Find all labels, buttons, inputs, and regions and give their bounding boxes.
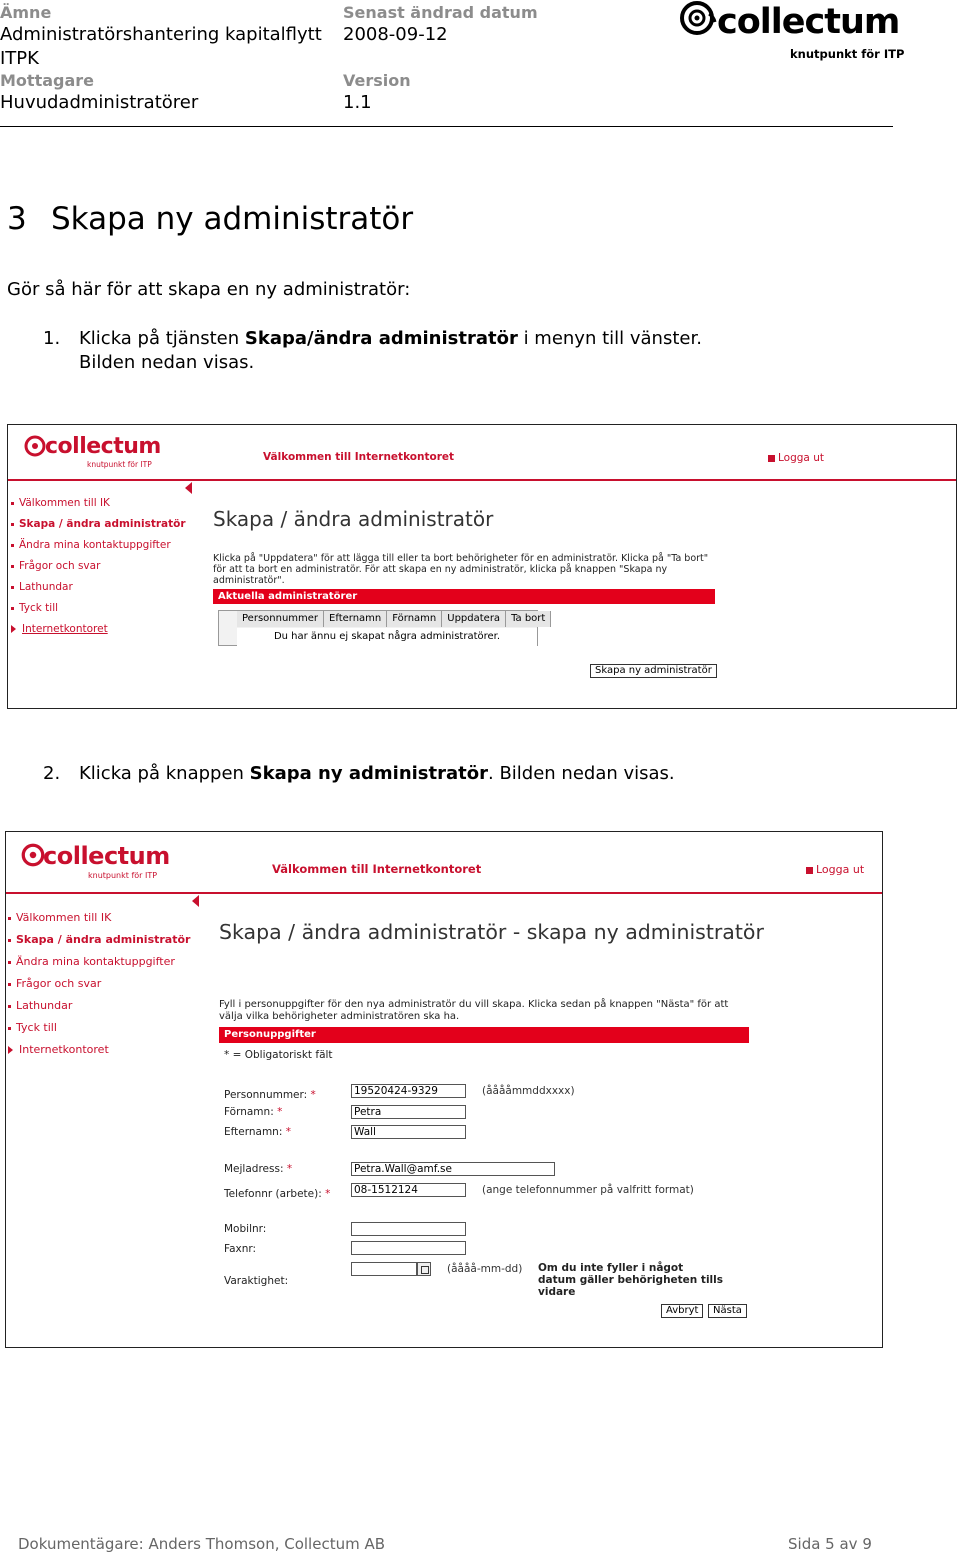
email-input[interactable]: Petra.Wall@amf.se [351,1162,555,1176]
pnr-input[interactable]: 19520424-9329 [351,1084,466,1098]
nav-item[interactable]: Lathundar [11,581,73,593]
nav-item[interactable]: Lathundar [8,999,72,1012]
screenshot-1 [7,424,957,709]
collectum-logo [679,0,905,64]
page-description: Klicka på "Uppdatera" för att lägga till eller ta bort behörigheter för en administratör. Klicka på "Ta bort" för att ta bort en administratör. För att skapa en ny administratör, klicka på knappen "Skapa ny administratör". [213,553,709,586]
recipient-label: Mottagare [0,71,94,90]
empty-message: Du har ännu ej skapat några administratörer. [237,628,537,646]
header-rule [0,126,893,127]
last-name-input[interactable]: Wall [351,1125,466,1139]
nav-item[interactable]: Välkommen till IK [11,497,110,509]
intro-text: Gör så här för att skapa en ny administratör: [7,279,411,300]
last-name-label: Efternamn: * [224,1126,291,1138]
section-heading [7,201,413,237]
step-text-line2: Bilden nedan visas. [79,352,255,373]
version-label: Version [343,71,411,90]
fax-input[interactable] [351,1241,466,1255]
mobile-label: Mobilnr: [224,1223,267,1235]
nav-item[interactable]: Ändra mina kontaktuppgifter [11,539,171,551]
duration-hint: (åååå-mm-dd) [447,1263,523,1275]
page-description: Fyll i personuppgifter för den nya administratör du vill skapa. Klicka sedan på knappen "Nästa" för att välja vilka behörigheter administratören ska ha. [219,999,729,1022]
next-button[interactable]: Nästa [708,1304,747,1318]
subject-label: Ämne [0,3,52,22]
page-title: Skapa / ändra administratör - skapa ny administratör [219,920,764,944]
collapse-arrow-icon[interactable] [185,482,192,494]
page-title: Skapa / ändra administratör [213,507,494,531]
screen-logo-tagline: knutpunkt för ITP [87,460,152,469]
screenshot-2 [5,831,883,1348]
column-header[interactable]: Personnummer [237,611,324,627]
fax-label: Faxnr: [224,1243,257,1255]
section-bar: Aktuella administratörer [213,589,715,604]
date-label: Senast ändrad datum [343,3,538,22]
screen-logo-tagline: knutpunkt för ITP [88,871,158,880]
nav-item[interactable]: Frågor och svar [11,560,100,572]
footer-owner: Dokumentägare: Anders Thomson, Collectum AB [18,1535,386,1553]
nav-item-active[interactable]: Skapa / ändra administratör [11,518,186,530]
subject-line-2: ITPK [0,48,39,69]
table-header [237,611,551,627]
phone-label: Telefonnr (arbete): * [224,1188,331,1200]
nav-item[interactable]: Internetkontoret [8,1043,109,1056]
pnr-label: Personnummer: * [224,1089,316,1101]
cancel-button[interactable]: Avbryt [661,1304,703,1318]
logout-icon [806,867,813,874]
logout-link[interactable]: Logga ut [768,452,824,464]
nav-item[interactable]: Tyck till [11,602,58,614]
step-number: 2. [43,763,61,784]
duration-label: Varaktighet: [224,1275,289,1287]
logo-word: collectum [717,2,900,42]
nav-item[interactable]: Välkommen till IK [8,911,111,924]
first-name-input[interactable]: Petra [351,1105,466,1119]
logo-tagline: knutpunkt för ITP [790,47,905,61]
create-admin-button[interactable]: Skapa ny administratör [590,664,717,678]
duration-note: Om du inte fyller i något datum gäller behörigheten tills vidare [538,1262,724,1298]
email-label: Mejladress: * [224,1163,293,1175]
section-number: 3 [7,201,27,237]
arrow-right-icon [11,625,16,633]
first-name-label: Förnamn: * [224,1106,283,1118]
logout-link[interactable]: Logga ut [806,863,864,876]
column-header[interactable]: Förnamn [387,611,442,627]
step-number: 1. [43,328,61,349]
pnr-hint: (ååååmmddxxxx) [482,1085,575,1097]
collapse-arrow-icon[interactable] [192,895,199,907]
welcome-text: Välkommen till Internetkontoret [272,862,482,876]
admin-table [218,610,546,646]
column-header[interactable]: Uppdatera [442,611,506,627]
logo-mark-icon [23,434,47,458]
screen-logo-word: collectum [43,842,170,870]
screen-logo [20,840,170,884]
step-text: Klicka på tjänsten Skapa/ändra administratör i menyn till vänster. [79,328,702,349]
nav-item[interactable]: Frågor och svar [8,977,101,990]
date-value: 2008-09-12 [343,24,448,45]
top-divider [8,479,956,481]
phone-input[interactable]: 08-1512124 [351,1183,466,1197]
version-value: 1.1 [343,92,372,113]
section-bar: Personuppgifter [219,1027,749,1043]
subject-line-1: Administratörshantering kapitalflytt [0,24,322,45]
column-header[interactable]: Efternamn [324,611,387,627]
recipient-value: Huvudadministratörer [0,92,199,113]
logout-icon [768,455,775,462]
nav-item-active[interactable]: Skapa / ändra administratör [8,933,190,946]
step-text: Klicka på knappen Skapa ny administratör. Bilden nedan visas. [79,763,675,784]
nav-item[interactable]: Tyck till [8,1021,57,1034]
phone-hint: (ange telefonnummer på valfritt format) [482,1184,694,1196]
top-divider [6,892,882,894]
nav-item-link[interactable]: Internetkontoret [11,623,108,635]
duration-input[interactable] [351,1262,417,1276]
screen-logo [23,432,161,472]
calendar-icon[interactable] [417,1262,431,1276]
column-header[interactable]: Ta bort [506,611,551,627]
arrow-right-icon [8,1046,13,1054]
footer-page-number: Sida 5 av 9 [788,1535,872,1553]
welcome-text: Välkommen till Internetkontoret [263,451,455,463]
section-title: Skapa ny administratör [51,201,414,237]
nav-item[interactable]: Ändra mina kontaktuppgifter [8,955,175,968]
required-note: * = Obligatoriskt fält [224,1049,333,1061]
screen-logo-word: collectum [45,434,161,459]
mobile-input[interactable] [351,1222,466,1236]
